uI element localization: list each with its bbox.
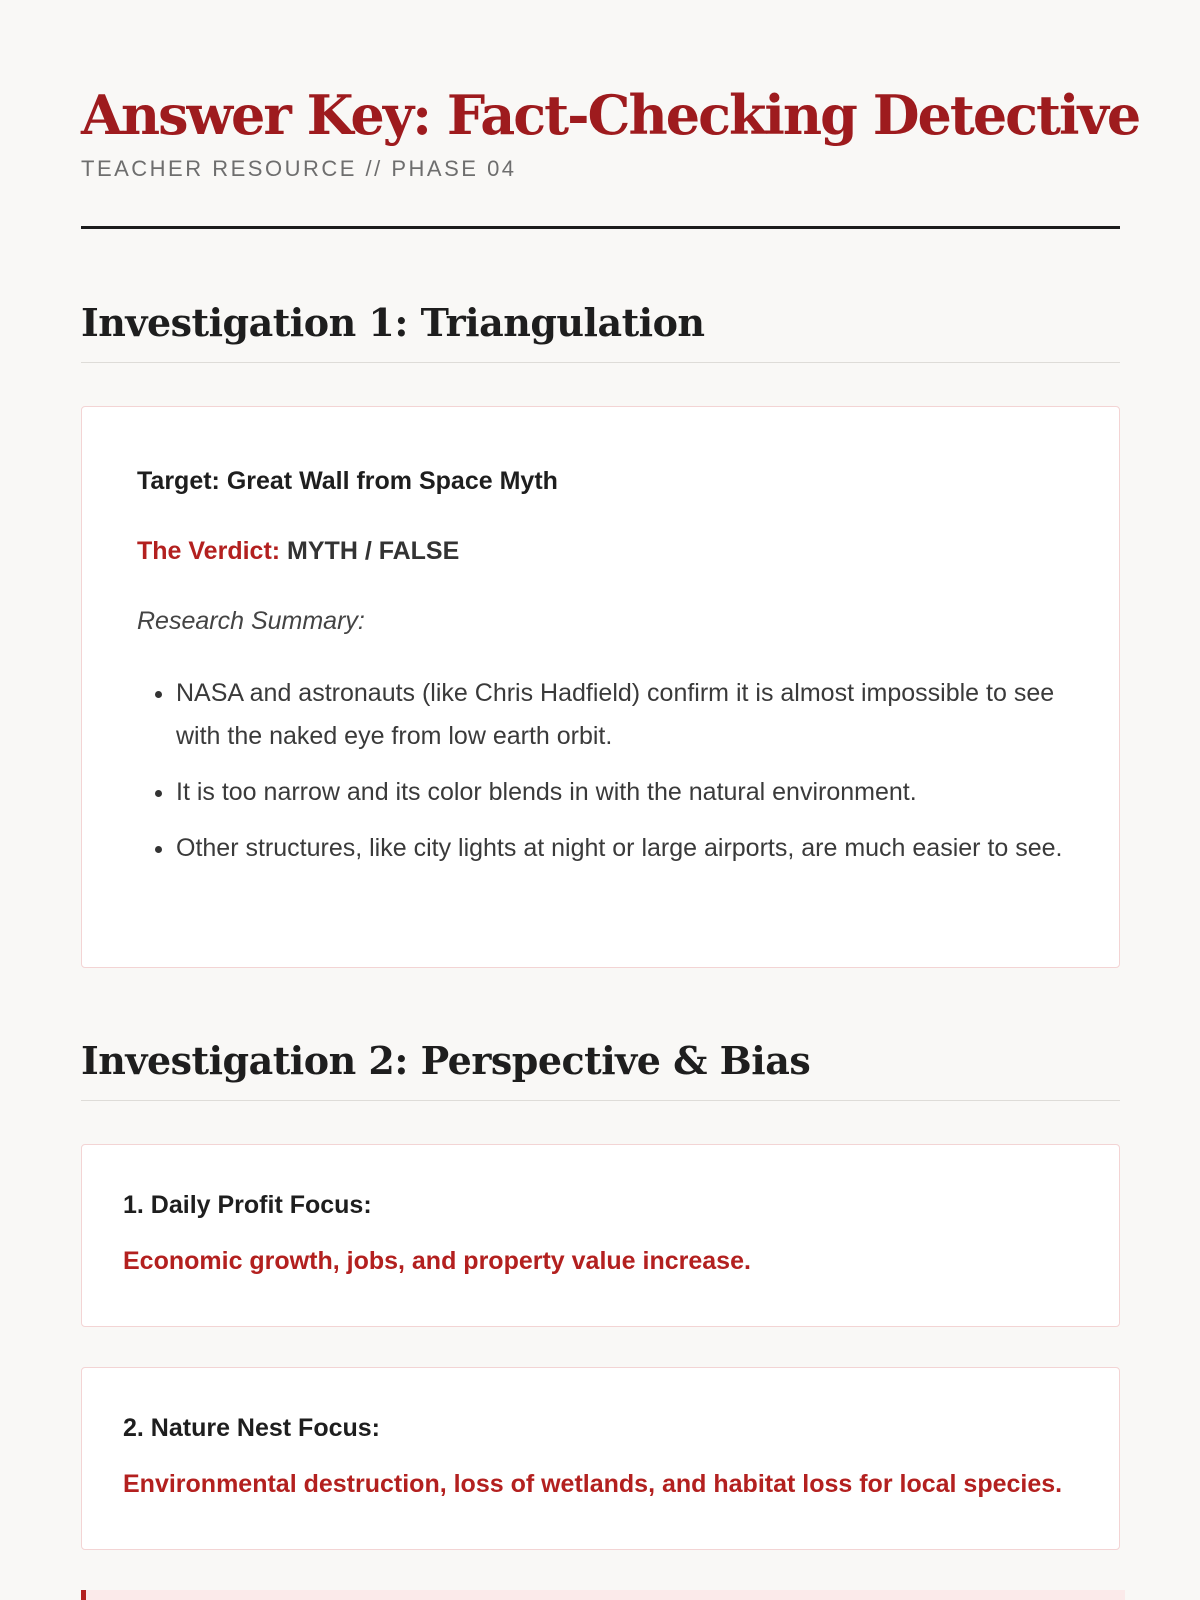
nature-nest-label: 2. Nature Nest Focus: — [123, 1414, 381, 1442]
next-section-callout — [81, 1590, 1125, 1600]
verdict-label: The Verdict: — [137, 537, 281, 565]
target-label: Target: Great Wall from Space Myth — [137, 467, 558, 495]
nature-nest-card — [81, 1367, 1120, 1550]
page-title: Answer Key: Fact-Checking Detective — [81, 83, 1140, 147]
header-divider — [81, 226, 1120, 229]
investigation-2-heading: Investigation 2: Perspective & Bias — [81, 1036, 1120, 1101]
list-item: • Other structures, like city lights at night or large airports, are much easier to see. — [176, 827, 1079, 870]
verdict-value: MYTH / FALSE — [287, 537, 460, 565]
verdict — [137, 537, 459, 566]
list-item: • NASA and astronauts (like Chris Hadfield) confirm it is almost impossible to see with the naked eye from low earth orbit. — [176, 672, 1079, 758]
investigation-1-heading: Investigation 1: Triangulation — [81, 298, 1120, 363]
daily-profit-label: 1. Daily Profit Focus: — [123, 1191, 372, 1219]
daily-profit-card — [81, 1144, 1120, 1327]
research-summary-list — [137, 672, 1079, 883]
nature-nest-answer: Environmental destruction, loss of wetlands, and habitat loss for local species. — [123, 1470, 1063, 1498]
daily-profit-answer: Economic growth, jobs, and property value increase. — [123, 1247, 751, 1275]
research-summary-label: Research Summary: — [137, 607, 365, 635]
page-subtitle: TEACHER RESOURCE // PHASE 04 — [81, 156, 517, 181]
investigation-1-card — [81, 406, 1120, 968]
list-item: • It is too narrow and its color blends in with the natural environment. — [176, 771, 1079, 814]
